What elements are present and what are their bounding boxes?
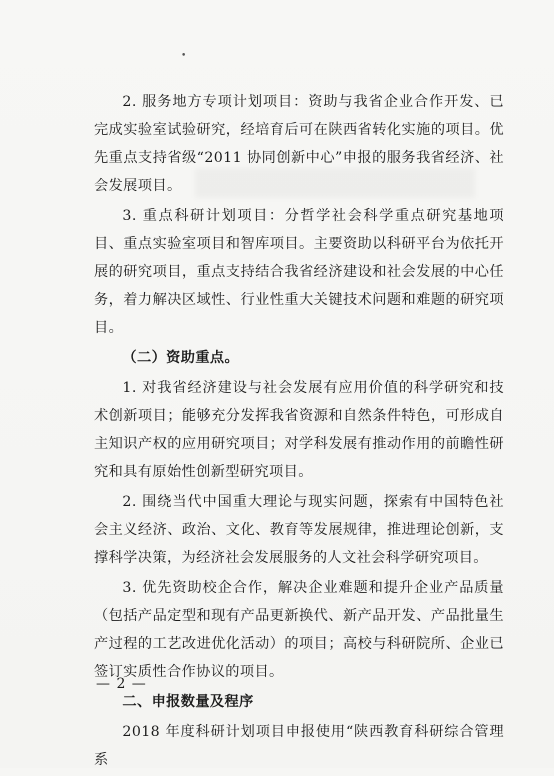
paragraph-priority-3: 3. 优先资助校企合作，解决企业难题和提升企业产品质量（包括产品定型和现有产品更新换代、新产品开发、产品批量生产过程的工艺改进优化活动）的项目；高校与科研院所、企业已签订实质性合作协议的项目。 [94, 580, 504, 680]
paragraph-priority-1: 1. 对我省经济建设与社会发展有应用价值的科学研究和技术创新项目；能够充分发挥我省资源和自然条件特色，可形成自主知识产权的应用研究项目；对学科发展有推动作用的前瞻性研究和具有原始性创新型研究项目。 [94, 380, 504, 480]
paragraph-key-research-projects: 3. 重点科研计划项目：分哲学社会科学重点研究基地项目、重点实验室项目和智库项目。主要资助以科研平台为依托开展的研究项目，重点支持结合我省经济建设和社会发展的中心任务，着力解决区域性、行业性重大关键技术问题和难题的研究项目。 [94, 208, 504, 336]
paragraph-priority-2: 2. 围绕当代中国重大理论与现实问题，探索有中国特色社会主义经济、政治、文化、教育等发展规律，推进理论创新，支撑科学决策，为经济社会发展服务的人文社会科学研究项目。 [94, 494, 504, 566]
paragraph-application-system: 2018 年度科研计划项目申报使用“陕西教育科研综合管理系 [94, 724, 504, 768]
section-heading-application-procedure: 二、申报数量及程序 [122, 694, 254, 710]
paragraph-service-local-projects: 2. 服务地方专项计划项目：资助与我省企业合作开发、已完成实验室试验研究，经培育后可在陕西省转化实施的项目。优先重点支持省级“2011 协同创新中心”申报的服务我省经济、社会发展项目。 [94, 94, 504, 194]
section-heading-funding-priorities: （二）资助重点。 [122, 350, 240, 366]
scan-speck: • [181, 51, 187, 61]
page-number: — 2 — [96, 676, 147, 692]
document-body [94, 88, 504, 776]
